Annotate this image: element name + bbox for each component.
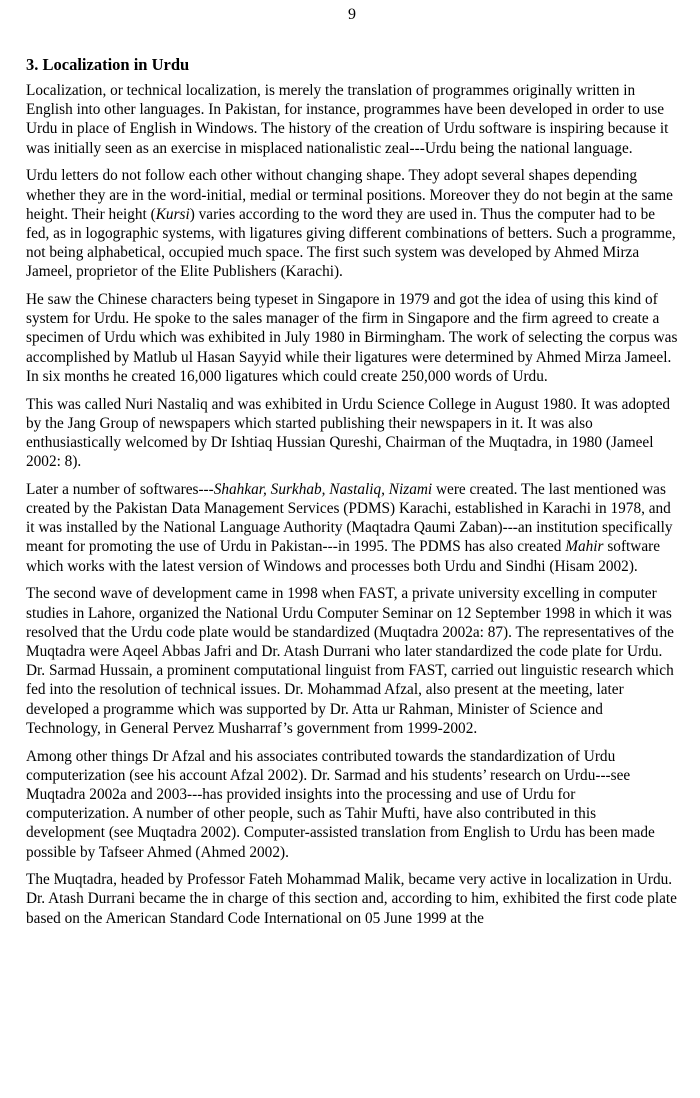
italic-text: Shahkar, Surkhab, Nastaliq, Nizami xyxy=(213,480,433,498)
paragraph xyxy=(26,290,678,386)
paragraph xyxy=(26,747,678,862)
page-number: 9 xyxy=(348,6,356,23)
body-text xyxy=(26,81,678,928)
paragraph xyxy=(26,480,678,576)
paragraph xyxy=(26,870,678,928)
paragraph xyxy=(26,166,678,281)
text-run: He saw the Chinese characters being typeset in Singapore in 1979 and got the idea of using this kind of system for Urdu. He spoke to the sales manager of the firm in Singapore and the firm agreed to create a specimen of Urdu which was exhibited in July 1980 in Birmingham. The work of selecting the corpus was accomplished by Matlub ul Hasan Sayyid while their ligatures were determined by Ahmed Mirza Jameel. In six months he created 16,000 ligatures which could create 250,000 words of Urdu. xyxy=(26,291,678,385)
text-run: The second wave of development came in 1998 when FAST, a private university excelling in computer studies in Lahore, organized the National Urdu Computer Seminar on 12 September 1998 in which it was resolved that the Urdu code plate would be standardized (Muqtadra 2002a: 87). The representatives of the Muqtadra were Aqeel Abbas Jafri and Dr. Atash Durrani who later standardized the code plate for Urdu. Dr. Sarmad Hussain, a prominent computational linguist from FAST, carried out linguistic research which fed into the resolution of technical issues. Dr. Mohammad Afzal, also present at the meeting, later developed a programme which was supported by Dr. Atta ur Rahman, Minister of Science and Technology, in General Pervez Musharraf’s government from 1999-2002. xyxy=(26,585,674,737)
text-run: The Muqtadra, headed by Professor Fateh Mohammad Malik, became very active in localization in Urdu. Dr. Atash Durrani became the in charge of this section and, according to him, exhibited the first code plate based on the American Standard Code International on 05 June 1999 at the xyxy=(26,871,677,927)
section-heading: 3. Localization in Urdu xyxy=(26,55,190,74)
text-run: were created. The last mentioned was created by the Pakistan Data Management Services (PDMS) Karachi, established in Karachi in 1978, and it was installed by the National Language Authority (Maqtadra Qaumi Zaban)---an institution specifically meant for promoting the use of Urdu in Pakistan---in 1995. The PDMS has also created xyxy=(26,480,673,556)
text-run: Later a number of softwares--- xyxy=(26,480,214,498)
text-run: software which works with the latest version of Windows and processes both Urdu and Sindhi (Hisam 2002). xyxy=(26,538,661,575)
text-run: Localization, or technical localization, is merely the translation of programmes originally written in English into other languages. In Pakistan, for instance, programmes have been developed in order to use Urdu in place of English in Windows. The history of the creation of Urdu software is inspiring because it was initially seen as an exercise in misplaced nationalistic zeal---Urdu being the national language. xyxy=(26,82,669,157)
paragraph xyxy=(26,81,678,158)
paragraph xyxy=(26,584,678,738)
paragraph xyxy=(26,395,678,472)
text-run: ) varies according to the word they are used in. Thus the computer had to be fed, as in logographic systems, with ligatures giving different combinations of betters. Such a programme, not being alphabetical, occupied much space. The first such system was developed by Ahmed Mirza Jameel, proprietor of the Elite Publishers (Karachi). xyxy=(26,205,676,281)
italic-text: Mahir xyxy=(565,538,604,556)
text-run: Among other things Dr Afzal and his associates contributed towards the standardization of Urdu computerization (see his account Afzal 2002). Dr. Sarmad and his students’ research on Urdu---see Muqtadra 2002a and 2003---has provided insights into the processing and use of Urdu for computerization. A number of other people, such as Tahir Mufti, have also contributed in this development (see Muqtadra 2002). Computer-assisted translation from English to Urdu has been made possible by Tafseer Ahmed (Ahmed 2002). xyxy=(26,747,655,861)
text-run: Urdu letters do not follow each other without changing shape. They adopt several shapes depending whether they are in the word-initial, medial or terminal positions. Moreover they do not begin at the same height. Their height ( xyxy=(26,167,673,223)
italic-text: Kursi xyxy=(155,205,190,223)
text-run: This was called Nuri Nastaliq and was exhibited in Urdu Science College in August 1980. It was adopted by the Jang Group of newspapers which started publishing their newspapers in it. It was also enthusiastically welcomed by Dr Ishtiaq Hussian Qureshi, Chairman of the Muqtadra, in 1980 (Jameel 2002: 8). xyxy=(26,395,671,471)
